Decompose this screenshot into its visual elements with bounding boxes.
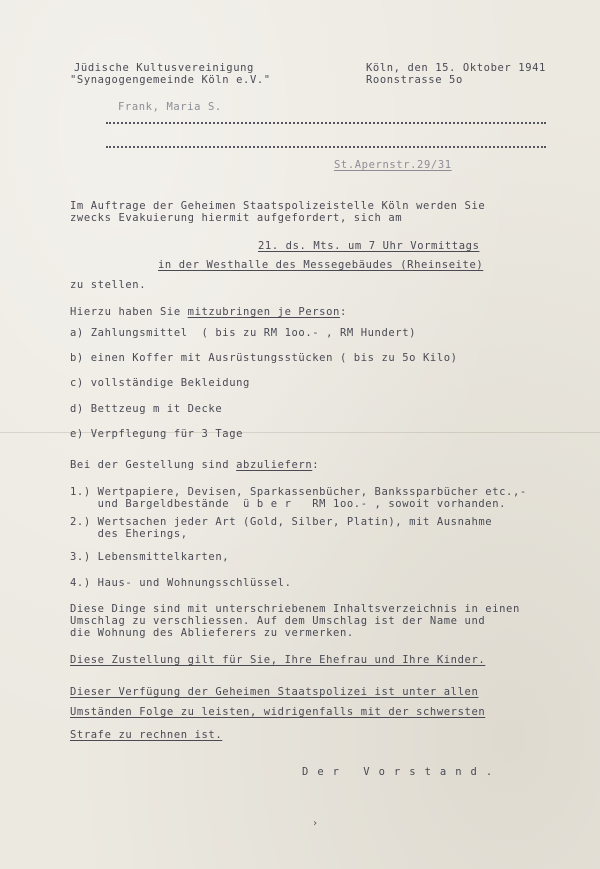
bring-item: d) Bettzeug m it Decke xyxy=(70,403,223,415)
ink-mark: › xyxy=(312,818,319,829)
address-dotted-line xyxy=(106,146,546,148)
bring-item: a) Zahlungsmittel ( bis zu RM 1oo.- , RM Hundert) xyxy=(70,327,417,339)
bring-item: e) Verpflegung für 3 Tage xyxy=(70,428,244,440)
warning-line-3: Strafe zu rechnen ist. xyxy=(70,729,223,741)
signature: Der Vorstand. xyxy=(302,766,502,778)
place-and-date: Köln, den 15. Oktober 1941 xyxy=(366,62,546,74)
packaging-line-3: die Wohnung des Ablieferers zu vermerken. xyxy=(70,627,354,639)
deliver-item-line: des Eherings, xyxy=(70,528,188,540)
deliver-item-line: 3.) Lebensmittelkarten, xyxy=(70,551,230,563)
bring-heading-suffix: : xyxy=(339,306,347,318)
intro-line-1: Im Auftrage der Geheimen Staatspolizeistelle Köln werden Sie xyxy=(70,200,486,212)
deliver-heading-underlined: abzuliefern xyxy=(236,459,313,471)
bring-item: b) einen Koffer mit Ausrüstungsstücken ( bis zu 5o Kilo) xyxy=(70,352,458,364)
name-dotted-line xyxy=(106,122,546,124)
bring-heading-underlined: mitzubringen je Person xyxy=(187,306,340,318)
deliver-heading-prefix: Bei der Gestellung sind xyxy=(70,459,237,471)
deliver-item-line: 4.) Haus- und Wohnungsschlüssel. xyxy=(70,577,292,589)
intro-line-2: zwecks Evakuierung hiermit aufgefordert, sich am xyxy=(70,212,403,224)
bring-heading xyxy=(70,306,347,318)
packaging-line-2: Umschlag zu verschliessen. Auf dem Umschlag ist der Name und xyxy=(70,615,486,627)
deliver-heading-suffix: : xyxy=(312,459,320,471)
recipient-address: St.Apernstr.29/31 xyxy=(334,159,452,171)
assembly-date-time: 21. ds. Mts. um 7 Uhr Vormittags xyxy=(258,240,480,252)
warning-line-2: Umständen Folge zu leisten, widrigenfalls mit der schwersten xyxy=(70,706,486,718)
deliver-heading xyxy=(70,459,319,471)
warning-line-1: Dieser Verfügung der Geheimen Staatspolizei ist unter allen xyxy=(70,686,479,698)
organization-subtitle: "Synagogengemeinde Köln e.V." xyxy=(70,74,271,86)
organization-address: Roonstrasse 5o xyxy=(366,74,463,86)
assembly-location: in der Westhalle des Messegebäudes (Rheinseite) xyxy=(158,259,484,271)
bring-heading-prefix: Hierzu haben Sie xyxy=(70,306,188,318)
recipient-name: Frank, Maria S. xyxy=(118,101,222,113)
organization-name: Jüdische Kultusvereinigung xyxy=(74,62,254,74)
deliver-item-line: 2.) Wertsachen jeder Art (Gold, Silber, Platin), mit Ausnahme xyxy=(70,516,493,528)
family-notice: Diese Zustellung gilt für Sie, Ihre Ehefrau und Ihre Kinder. xyxy=(70,654,486,666)
bring-item: c) vollständige Bekleidung xyxy=(70,377,250,389)
deliver-item-line: 1.) Wertpapiere, Devisen, Sparkassenbücher, Bankssparbücher etc.,- xyxy=(70,486,527,498)
intro-line-3: zu stellen. xyxy=(70,279,147,291)
deliver-item-line: und Bargeldbestände ü b e r RM 1oo.- , sowoit vorhanden. xyxy=(70,498,507,510)
packaging-line-1: Diese Dinge sind mit unterschriebenem Inhaltsverzeichnis in einen xyxy=(70,603,520,615)
